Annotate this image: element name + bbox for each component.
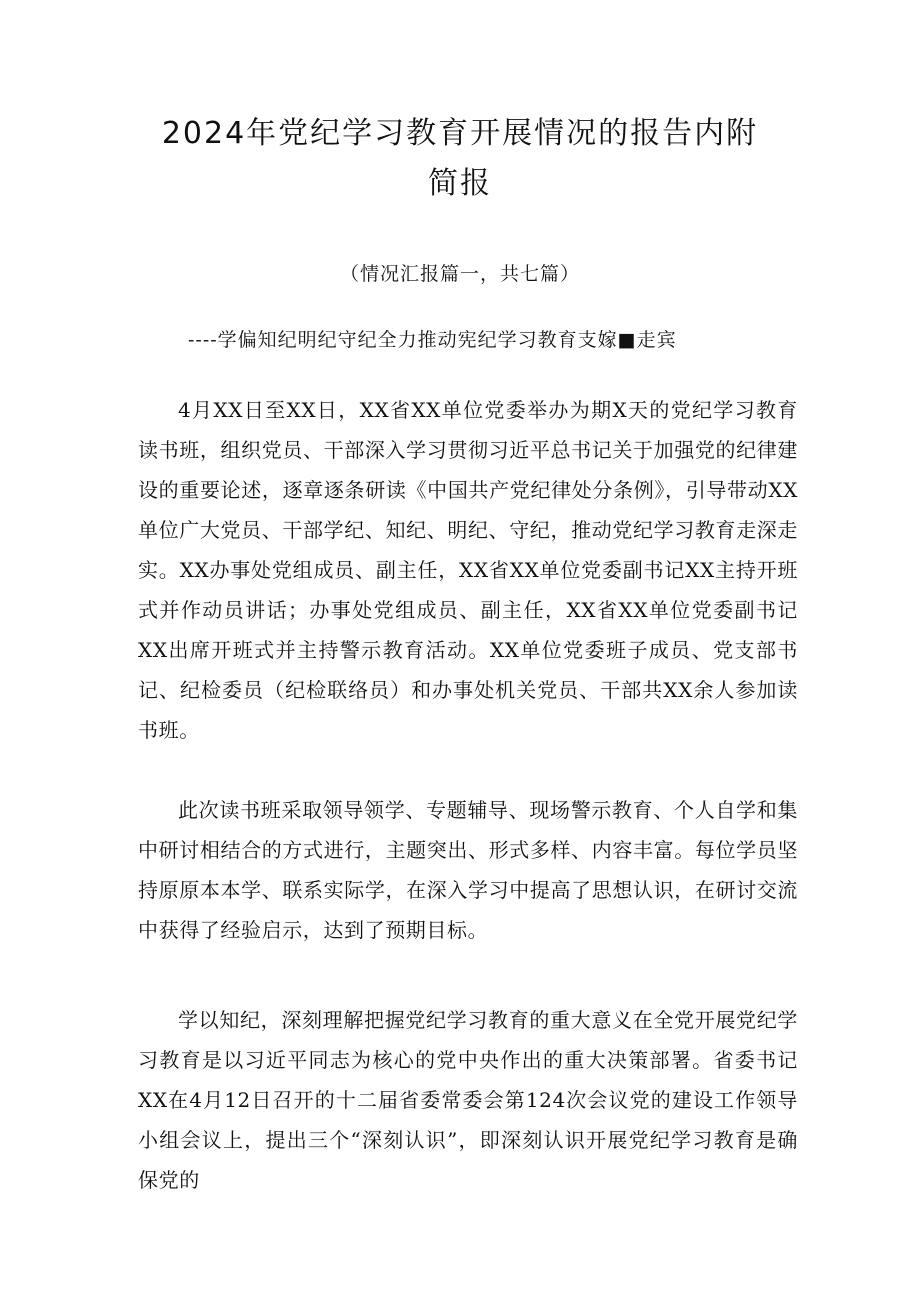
body-paragraph: 4月XX日至XX日，XX省XX单位党委举办为期X天的党纪学习教育读书班，组织党员、干部深入学习贯彻习近平总书记关于加强党的纪律建设的重要论述，逐章逐条研读《中国共产党纪律处分条例》，引导带动XX单位广大党员、干部学纪、知纪、明纪、守纪，推动党纪学习教育走深走实。XX办事处党组成员、副主任，XX省XX单位党委副书记XX主持开班式并作动员讲话；办事处党组成员、副主任，XX省XX单位党委副书记XX出席开班式并主持警示教育活动。XX单位党委班子成员、党支部书记、纪检委员（纪检联络员）和办事处机关党员、干部共XX余人参加读书班。 [138, 398, 798, 742]
document-subtitle: （情况汇报篇一，共七篇） [339, 263, 580, 285]
body-paragraph: 此次读书班采取领导领学、专题辅导、现场警示教育、个人自学和集中研讨相结合的方式进行，主题突出、形式多样、内容丰富。每位学员坚持原原本本学、联系实际学，在深入学习中提高了思想认识，在研讨交流中获得了经验启示，达到了预期目标。 [138, 798, 798, 942]
document-subheading: ----学偏知纪明纪守纪全力推动宪纪学习教育支嫁■走宾 [188, 329, 677, 351]
body-paragraph: 学以知纪，深刻理解把握党纪学习教育的重大意义在全党开展党纪学习教育是以习近平同志为核心的党中央作出的重大决策部署。省委书记XX在4月12日召开的十二届省委常委会第124次会议党的建设工作领导小组会议上，提出三个“深刻认识”，即深刻认识开展党纪学习教育是确保党的 [138, 1008, 798, 1192]
document-title-line-1: 2024年党纪学习教育开展情况的报告内附 [161, 116, 759, 151]
document-title-line-2: 简报 [428, 166, 492, 201]
